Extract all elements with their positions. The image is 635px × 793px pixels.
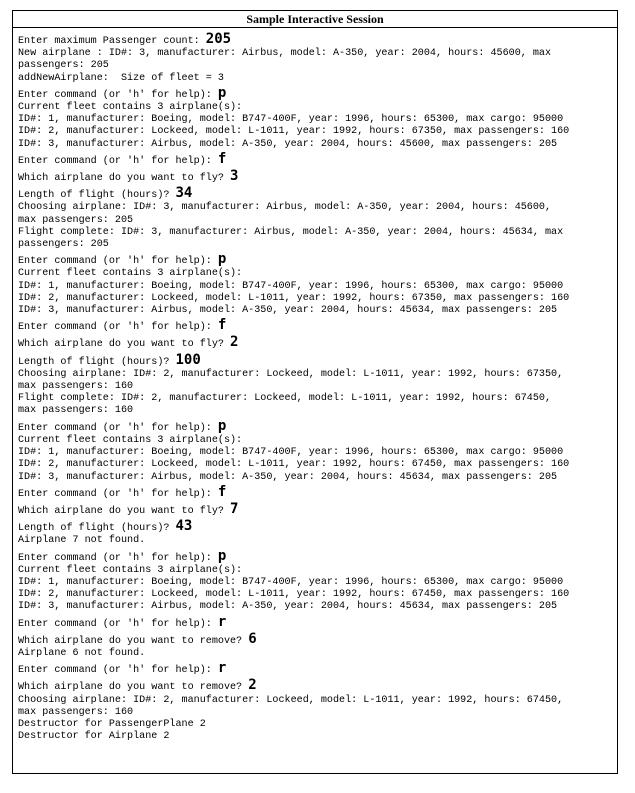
prompt-line <box>18 351 617 369</box>
prompt-text: Length of flight (hours)? <box>18 523 176 535</box>
output-line: ID#: 1, manufacturer: Boeing, model: B747-400F, year: 1996, hours: 65300, max cargo: 95000 <box>18 447 564 459</box>
prompt-text: Enter command (or 'h' for help): <box>18 552 218 564</box>
prompt-line <box>18 520 617 535</box>
prompt-line <box>18 336 617 351</box>
output-line: max passengers: 160 <box>18 706 134 718</box>
output-line: passengers: 205 <box>18 60 109 72</box>
user-input: 205 <box>205 31 232 47</box>
prompt-text: Which airplane do you want to remove? <box>18 682 249 694</box>
prompt-line <box>18 417 617 435</box>
prompt-line <box>18 613 617 631</box>
user-input: 3 <box>230 168 239 185</box>
user-input: 6 <box>248 630 257 647</box>
output-line: max passengers: 160 <box>18 381 134 393</box>
prompt-text: Enter command (or 'h' for help): <box>18 488 218 500</box>
prompt-text: Enter command (or 'h' for help): <box>18 422 218 434</box>
prompt-text: Which airplane do you want to fly? <box>18 173 231 185</box>
prompt-line <box>18 319 617 334</box>
user-input: 34 <box>175 185 193 202</box>
user-input: 100 <box>175 351 201 368</box>
prompt-line <box>18 500 617 518</box>
user-input: r <box>217 660 227 677</box>
output-line: ID#: 2, manufacturer: Lockeed, model: L-1011, year: 1992, hours: 67450, max passengers: 160 <box>18 589 570 601</box>
prompt-text: Length of flight (hours)? <box>18 190 176 202</box>
user-input: f <box>217 483 227 500</box>
output-line: ID#: 2, manufacturer: Lockeed, model: L-1011, year: 1992, hours: 67450, max passengers: 160 <box>18 459 570 471</box>
output-line: Choosing airplane: ID#: 3, manufacturer: Airbus, model: A-350, year: 2004, hours: 45600, <box>18 202 552 214</box>
user-input: 2 <box>230 334 239 351</box>
prompt-text: Enter command (or 'h' for help): <box>18 89 218 101</box>
output-line: Airplane 7 not found. <box>18 535 146 547</box>
user-input: f <box>217 317 227 334</box>
output-line: Choosing airplane: ID#: 2, manufacturer: Lockeed, model: L-1011, year: 1992, hours: 67450, <box>18 694 564 706</box>
prompt-line <box>18 662 617 677</box>
output-line: ID#: 3, manufacturer: Airbus, model: A-350, year: 2004, hours: 45634, max passengers: 205 <box>18 305 558 317</box>
output-line: Current fleet contains 3 airplane(s): <box>18 268 243 280</box>
output-line: ID#: 1, manufacturer: Boeing, model: B747-400F, year: 1996, hours: 65300, max cargo: 95000 <box>18 576 564 588</box>
prompt-text: Enter command (or 'h' for help): <box>18 155 218 167</box>
prompt-text: Which airplane do you want to remove? <box>18 635 249 647</box>
prompt-text: Which airplane do you want to fly? <box>18 505 231 517</box>
output-line: max passengers: 160 <box>18 405 134 417</box>
prompt-text: Enter command (or 'h' for help): <box>18 322 218 334</box>
prompt-text: Enter command (or 'h' for help): <box>18 665 218 677</box>
prompt-text: Enter command (or 'h' for help): <box>18 618 218 630</box>
prompt-line <box>18 187 617 202</box>
user-input: p <box>217 251 227 268</box>
user-input: 7 <box>230 500 239 517</box>
prompt-line <box>18 547 617 565</box>
prompt-text: Enter command (or 'h' for help): <box>18 256 218 268</box>
output-line: ID#: 1, manufacturer: Boeing, model: B747-400F, year: 1996, hours: 65300, max cargo: 95000 <box>18 114 564 126</box>
session-transcript <box>13 28 617 743</box>
prompt-line <box>18 483 617 501</box>
output-line: New airplane : ID#: 3, manufacturer: Airbus, model: A-350, year: 2004, hours: 45600, max <box>18 48 552 60</box>
prompt-line <box>18 253 617 268</box>
output-line: ID#: 3, manufacturer: Airbus, model: A-350, year: 2004, hours: 45634, max passengers: 205 <box>18 471 558 483</box>
output-line: Flight complete: ID#: 2, manufacturer: Lockeed, model: L-1011, year: 1992, hours: 67450, <box>18 393 552 405</box>
user-input: 2 <box>248 677 257 694</box>
prompt-line <box>18 170 617 185</box>
output-line: Current fleet contains 3 airplane(s): <box>18 564 243 576</box>
output-line: Current fleet contains 3 airplane(s): <box>18 434 243 446</box>
prompt-text: Enter maximum Passenger count: <box>18 36 206 47</box>
output-line: Choosing airplane: ID#: 2, manufacturer: Lockeed, model: L-1011, year: 1992, hours: 67350, <box>18 368 564 380</box>
output-line: passengers: 205 <box>18 239 109 251</box>
prompt-line <box>18 84 617 102</box>
session-title: Sample Interactive Session <box>13 11 617 28</box>
prompt-line <box>18 679 617 694</box>
output-line: Current fleet contains 3 airplane(s): <box>18 102 243 114</box>
prompt-line <box>18 630 617 648</box>
user-input: p <box>217 417 227 434</box>
output-line: Airplane 6 not found. <box>18 647 146 659</box>
output-line: ID#: 2, manufacturer: Lockeed, model: L-1011, year: 1992, hours: 67350, max passengers: 160 <box>18 292 570 304</box>
output-line: max passengers: 205 <box>18 214 134 226</box>
output-line: Destructor for Airplane 2 <box>18 731 170 743</box>
output-line: ID#: 3, manufacturer: Airbus, model: A-350, year: 2004, hours: 45600, max passengers: 205 <box>18 138 558 150</box>
output-line: Destructor for PassengerPlane 2 <box>18 718 206 730</box>
user-input: 43 <box>175 518 193 535</box>
session-panel <box>12 10 618 774</box>
output-line: ID#: 3, manufacturer: Airbus, model: A-350, year: 2004, hours: 45634, max passengers: 205 <box>18 601 558 613</box>
prompt-line <box>18 150 617 168</box>
output-line: ID#: 1, manufacturer: Boeing, model: B747-400F, year: 1996, hours: 65300, max cargo: 95000 <box>18 280 564 292</box>
output-line: addNewAirplane: Size of fleet = 3 <box>18 72 224 84</box>
user-input: p <box>217 547 227 564</box>
output-line: Flight complete: ID#: 3, manufacturer: Airbus, model: A-350, year: 2004, hours: 45634, max <box>18 226 564 238</box>
prompt-text: Which airplane do you want to fly? <box>18 339 231 351</box>
prompt-text: Length of flight (hours)? <box>18 356 176 368</box>
user-input: p <box>217 84 227 101</box>
user-input: f <box>217 150 227 167</box>
prompt-line <box>18 33 617 48</box>
user-input: r <box>217 613 227 630</box>
output-line: ID#: 2, manufacturer: Lockeed, model: L-1011, year: 1992, hours: 67350, max passengers: 160 <box>18 126 570 138</box>
